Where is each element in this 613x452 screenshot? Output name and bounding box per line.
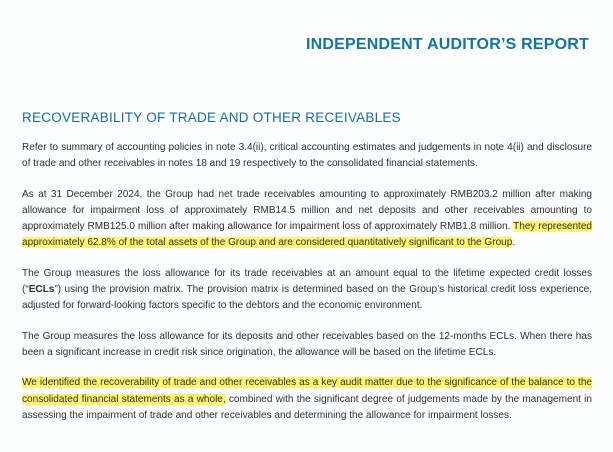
report-body [22,140,592,438]
significance-highlight: They represented approximately 62.8% of the total assets of the Group and are considered quantitatively significant to the Group [22,221,592,249]
section-heading: RECOVERABILITY OF TRADE AND OTHER RECEIVABLES [22,110,401,125]
receivables-amount-text: As at 31 December 2024, the Group had net trade receivables amounting to approximately RMB203.2 million after making allowance for impairment loss of approximately RMB14.5 million and net deposits and other receivables amounting to approximately RMB125.0 million after making allowance for impairment loss of approximately RMB1.8 million. [22,188,592,233]
receivables-amount-period: . [512,237,516,249]
key-audit-matter-highlight: We identified the recoverability of trade and other receivables as a key audit matter due to the significance of the balance to the consolidated financial statements as a whole, [22,377,592,405]
key-audit-matter-paragraph [22,375,592,424]
ecl-intro-text: The Group measures the loss allowance for its trade receivables at an amount equal to the lifetime expected credit losses (“ [22,267,592,296]
other-receivables-ecl-paragraph: The Group measures the loss allowance for its deposits and other receivables based on the 12-months ECLs. When there has been a significant increase in credit risk since origination, the allowance will be based on the lifetime ECLs. [22,330,592,358]
key-audit-matter-text: combined with the significant degree of judgements made by the management in assessing the impairment of trade and other receivables and determining the allowance for impairment losses. [22,393,592,421]
trade-receivables-ecl-paragraph [22,266,592,315]
report-title: INDEPENDENT AUDITOR’S REPORT [306,36,589,53]
receivables-amount-paragraph [22,187,592,252]
ecl-description-text: ”) using the provision matrix. The provision matrix is determined based on the Group’s historical credit loss experience, adjusted for forward-looking factors specific to the debtors and the economic environment. [22,284,592,312]
ecl-term: ECLs [28,284,55,296]
accounting-policy-paragraph: Refer to summary of accounting policies in note 3.4(ii), critical accounting estimates and judgements in note 4(ii) and disclosure of trade and other receivables in notes 18 and 19 respectively to the consolidated financial statements. [22,142,592,170]
